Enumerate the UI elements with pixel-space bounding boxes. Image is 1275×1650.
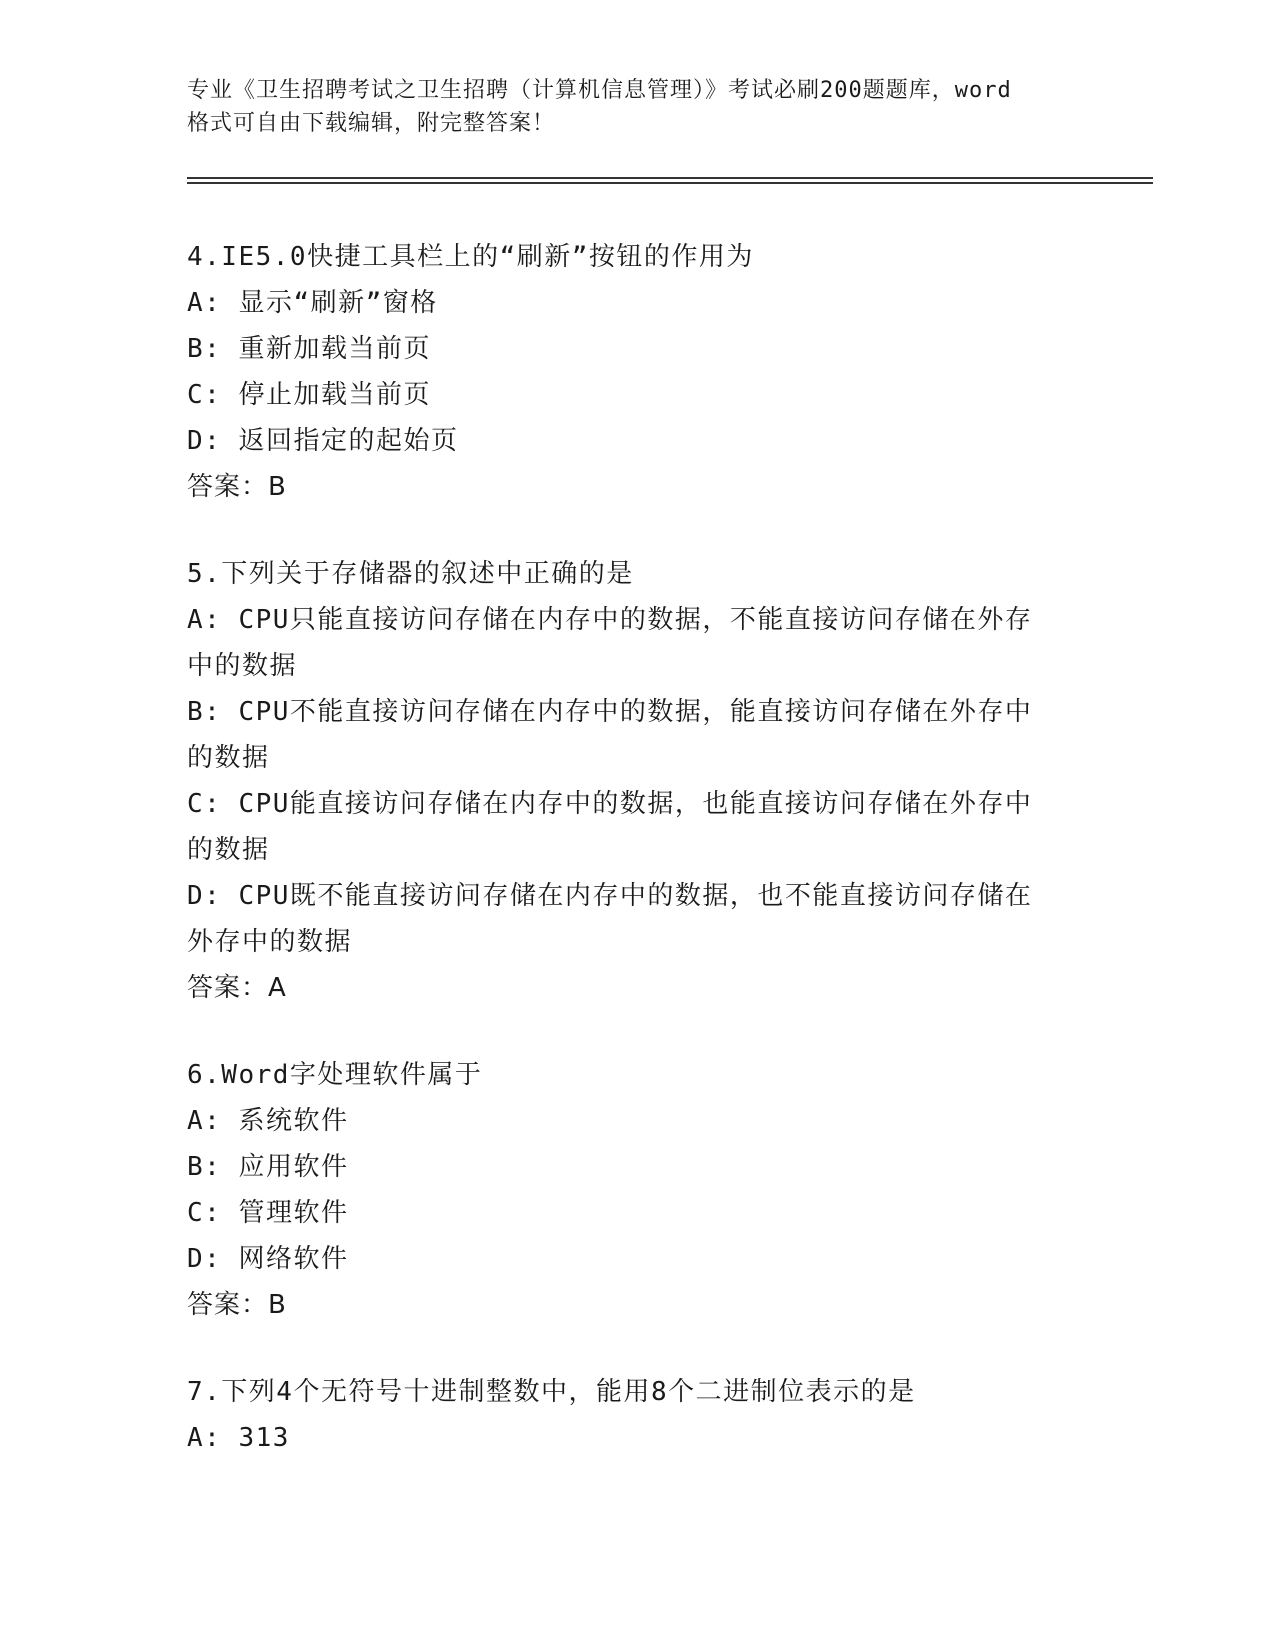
question-title: 7.下列4个无符号十进制整数中，能用8个二进制位表示的是 xyxy=(187,1377,916,1407)
option-c: C: CPU能直接访问存储在内存中的数据，也能直接访问存储在外存中 的数据 xyxy=(187,789,1033,865)
question-4 xyxy=(187,234,1087,510)
answer-line: 答案：A xyxy=(187,973,287,1003)
question-title: 4.IE5.0快捷工具栏上的“刷新”按钮的作用为 xyxy=(187,242,754,272)
question-list xyxy=(187,234,1087,1461)
option-b: B: 重新加载当前页 xyxy=(187,334,431,364)
option-b: B: CPU不能直接访问存储在内存中的数据，能直接访问存储在外存中 的数据 xyxy=(187,697,1033,773)
option-c: C: 停止加载当前页 xyxy=(187,380,431,410)
header-rule-bottom xyxy=(187,182,1153,184)
document-header xyxy=(187,74,1087,140)
header-line-1: 专业《卫生招聘考试之卫生招聘（计算机信息管理）》考试必刷200题题库，word xyxy=(187,78,1012,103)
option-d: D: CPU既不能直接访问存储在内存中的数据，也不能直接访问存储在 外存中的数据 xyxy=(187,881,1033,957)
question-title: 6.Word字处理软件属于 xyxy=(187,1060,483,1090)
header-line-2: 格式可自由下载编辑，附完整答案！ xyxy=(187,111,556,136)
option-a: A: 系统软件 xyxy=(187,1106,349,1136)
question-title: 5.下列关于存储器的叙述中正确的是 xyxy=(187,559,634,589)
header-rule-top xyxy=(187,177,1153,179)
answer-line: 答案：B xyxy=(187,472,287,502)
option-a: A: 显示“刷新”窗格 xyxy=(187,288,438,318)
question-6 xyxy=(187,1052,1087,1328)
option-d: D: 网络软件 xyxy=(187,1244,349,1274)
answer-line: 答案：B xyxy=(187,1290,287,1320)
option-d: D: 返回指定的起始页 xyxy=(187,426,459,456)
option-b: B: 应用软件 xyxy=(187,1152,349,1182)
option-c: C: 管理软件 xyxy=(187,1198,349,1228)
question-5 xyxy=(187,551,1087,1011)
question-7 xyxy=(187,1369,1087,1461)
option-a: A: 313 xyxy=(187,1423,290,1453)
option-a: A: CPU只能直接访问存储在内存中的数据，不能直接访问存储在外存 中的数据 xyxy=(187,605,1033,681)
